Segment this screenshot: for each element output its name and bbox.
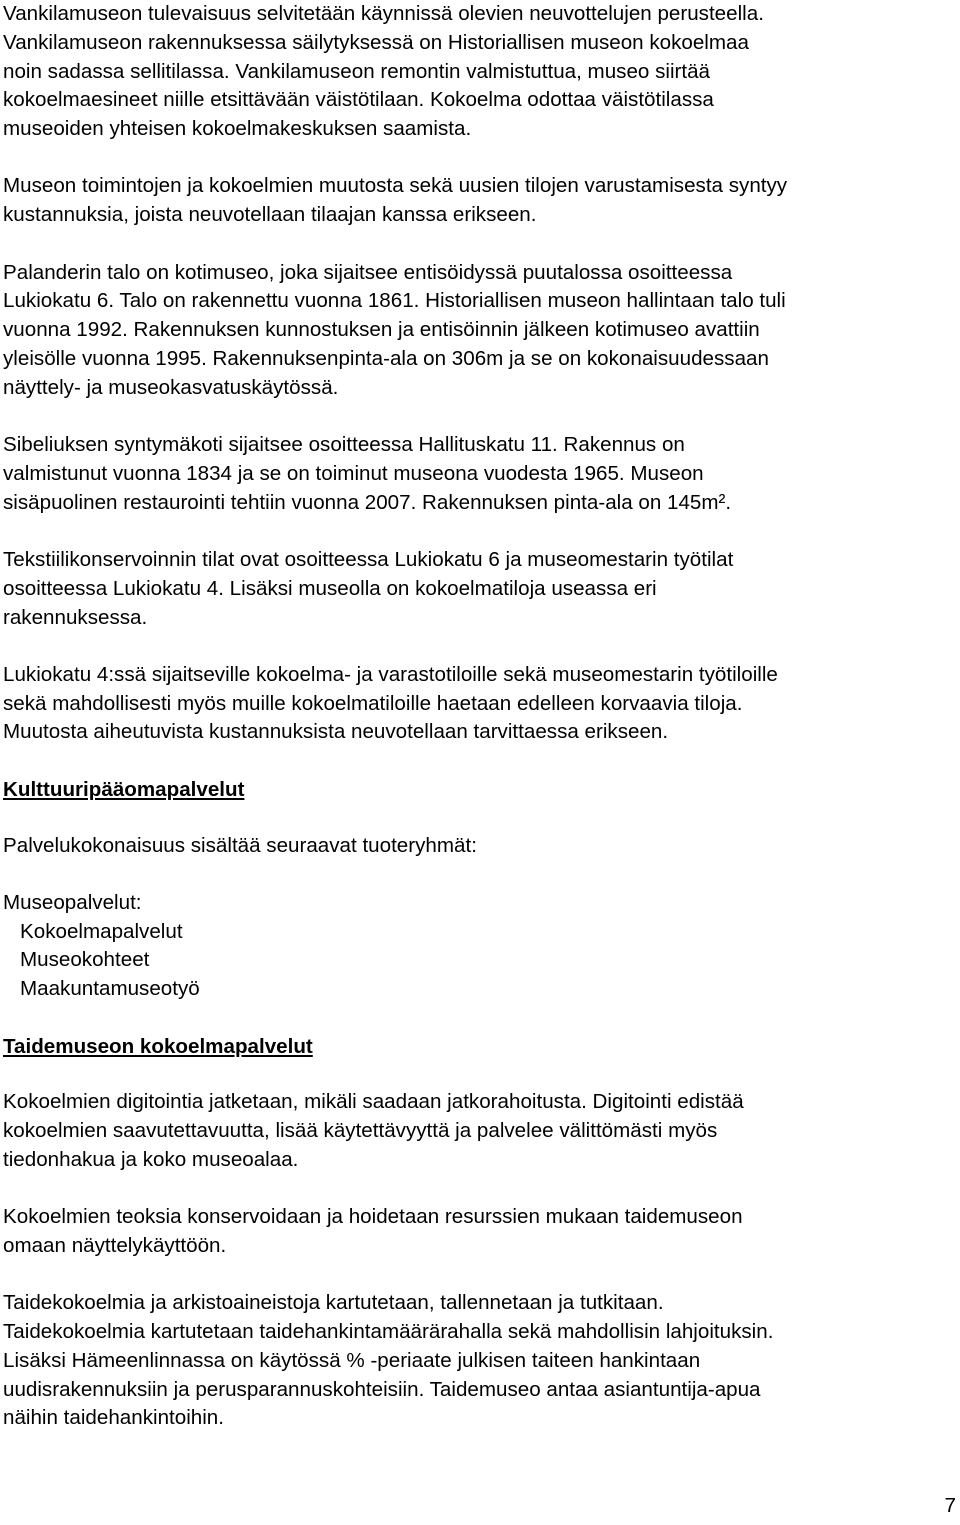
text-line: sekä mahdollisesti myös muille kokoelmatiloille haetaan edelleen korvaavia tiloja. [3, 691, 743, 715]
section-heading-taidemuseon-kokoelmapalvelut: Taidemuseon kokoelmapalvelut [3, 1034, 313, 1058]
section-intro [3, 832, 953, 861]
text-line: Kokoelmien teoksia konservoidaan ja hoidetaan resurssien mukaan taidemuseon [3, 1205, 743, 1229]
text-line: uudisrakennuksiin ja perusparannuskohteisiin. Taidemuseo antaa asiantuntija-apua [3, 1377, 761, 1401]
text-line: Muutosta aiheutuvista kustannuksista neuvotellaan tarvittaessa erikseen. [3, 720, 669, 744]
text-line: Sibeliuksen syntymäkoti sijaitsee osoitteessa Hallituskatu 11. Rakennus on [3, 433, 685, 457]
list-item: Museokohteet [20, 948, 150, 972]
text-line: vuonna 1992. Rakennuksen kunnostuksen ja entisöinnin jälkeen kotimuseo avattiin [3, 318, 760, 342]
list-item: Maakuntamuseotyö [20, 977, 200, 1001]
text-line: Tekstiilikonservoinnin tilat ovat osoitteessa Lukiokatu 6 ja museomestarin työtilat [3, 547, 734, 571]
page-number: 7 [944, 1494, 956, 1517]
text-line: Taidekokoelmia ja arkistoaineistoja kartutetaan, tallennetaan ja tutkitaan. [3, 1291, 664, 1315]
text-line: kokoelmien saavutettavuutta, lisää käytettävyyttä ja palvelee välittömästi myös [3, 1119, 718, 1143]
paragraph-taidekokoelmat [3, 1289, 953, 1433]
document-page [3, 0, 953, 1462]
text-line: omaan näyttelykäyttöön. [3, 1234, 227, 1257]
list-item: Kokoelmapalvelut [20, 919, 183, 943]
paragraph-sibeliuksen-syntymakoti [3, 431, 953, 517]
museopalvelut-list [3, 889, 953, 1004]
paragraph-konservointi [3, 1203, 953, 1261]
text-line: Lukiokatu 4:ssä sijaitseville kokoelma- ja varastotiloille sekä museomestarin työtiloille [3, 662, 778, 686]
paragraph-costs [3, 172, 953, 230]
text-line: Palanderin talo on kotimuseo, joka sijaitsee entisöidyssä puutalossa osoitteessa [3, 260, 733, 284]
paragraph-lukiokatu-4 [3, 661, 953, 747]
paragraph-digitointi [3, 1088, 953, 1174]
text-line: Palvelukokonaisuus sisältää seuraavat tuoteryhmät: [3, 833, 477, 857]
text-line: osoitteessa Lukiokatu 4. Lisäksi museolla on kokoelmatiloja useassa eri [3, 576, 657, 600]
text-line: Museon toimintojen ja kokoelmien muutosta sekä uusien tilojen varustamisesta syntyy [3, 174, 788, 198]
text-line: Vankilamuseon rakennuksessa säilytyksessä on Historiallisen museon kokoelmaa [3, 30, 749, 54]
text-line: tiedonhakua ja koko museoalaa. [3, 1147, 299, 1171]
text-line: Taidekokoelmia kartutetaan taidehankintamäärärahalla sekä mahdollisin lahjoituksin. [3, 1320, 774, 1344]
text-line: Lukiokatu 6. Talo on rakennettu vuonna 1861. Historiallisen museon hallintaan talo tuli [3, 289, 786, 313]
text-line: kustannuksia, joista neuvotellaan tilaajan kanssa erikseen. [3, 203, 537, 227]
text-line: näyttely- ja museokasvatuskäytössä. [3, 375, 339, 399]
text-line: kokoelmaesineet niille etsittävään väistötilaan. Kokoelma odottaa väistötilassa [3, 88, 714, 112]
paragraph-tekstiilikonservointi [3, 546, 953, 632]
text-line: valmistunut vuonna 1834 ja se on toiminut museona vuodesta 1965. Museon [3, 461, 704, 485]
text-line: Lisäksi Hämeenlinnassa on käytössä % -periaate julkisen taiteen hankintaan [3, 1348, 701, 1372]
text-line: Vankilamuseon tulevaisuus selvitetään käynnissä olevien neuvottelujen perusteella. [3, 2, 764, 25]
text-line: sisäpuolinen restaurointi tehtiin vuonna 2007. Rakennuksen pinta-ala on 145m². [3, 490, 732, 514]
text-line: rakennuksessa. [3, 605, 148, 629]
paragraph-vankilamuseo [3, 0, 953, 144]
section-heading-kulttuuripaaomapalvelut: Kulttuuripääomapalvelut [3, 777, 245, 801]
text-line: yleisölle vuonna 1995. Rakennuksenpinta-ala on 306m ja se on kokonaisuudessaan [3, 346, 769, 370]
text-line: näihin taidehankintoihin. [3, 1406, 224, 1430]
paragraph-palanderin-talo [3, 259, 953, 403]
text-line: Kokoelmien digitointia jatketaan, mikäli saadaan jatkorahoitusta. Digitointi edistää [3, 1090, 744, 1114]
text-line: museoiden yhteisen kokoelmakeskuksen saamista. [3, 117, 472, 141]
text-line: noin sadassa sellitilassa. Vankilamuseon remontin valmistuttua, museo siirtää [3, 59, 711, 83]
list-title: Museopalvelut: [3, 890, 142, 914]
